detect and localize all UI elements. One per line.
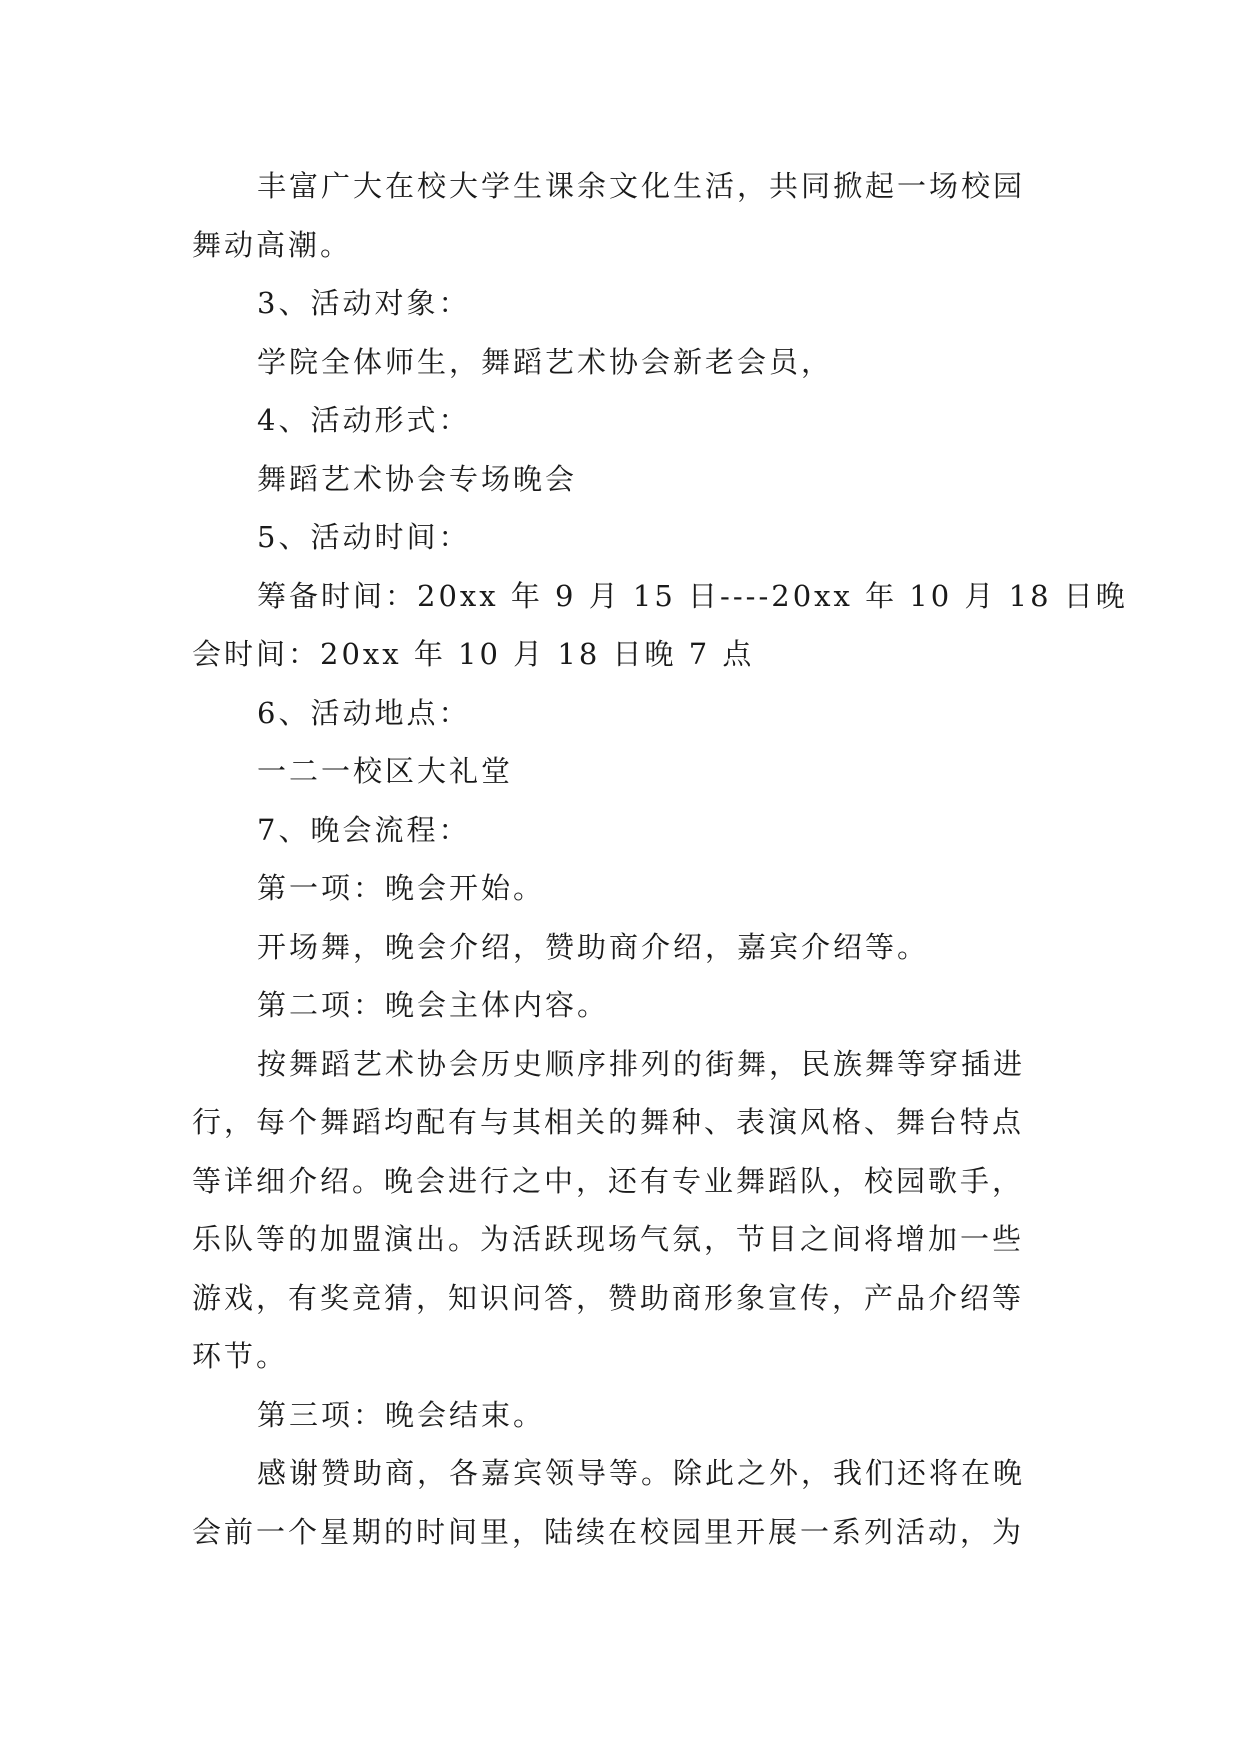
program-item-3: 第三项：晚会结束。 bbox=[257, 1397, 546, 1432]
text-line: 舞蹈艺术协会专场晚会 bbox=[257, 461, 578, 496]
text-line: 按舞蹈艺术协会历史顺序排列的街舞，民族舞等穿插进 bbox=[257, 1046, 1026, 1081]
section-heading-target: 3、活动对象： bbox=[257, 286, 471, 320]
text-line: 乐队等的加盟演出。为活跃现场气氛，节目之间将增加一些 bbox=[192, 1222, 1025, 1256]
text-line: 等详细介绍。晚会进行之中，还有专业舞蹈队，校园歌手， bbox=[192, 1163, 1025, 1198]
text-line: 游戏，有奖竞猜，知识问答，赞助商形象宣传，产品介绍等 bbox=[192, 1280, 1025, 1315]
text-line: 会前一个星期的时间里，陆续在校园里开展一系列活动，为 bbox=[192, 1514, 1025, 1549]
text-line: 筹备时间：20xx 年 9 月 15 日----20xx 年 10 月 18 日晚 bbox=[257, 578, 1128, 613]
section-heading-location: 6、活动地点： bbox=[257, 695, 471, 730]
section-heading-format: 4、活动形式： bbox=[257, 403, 471, 437]
text-line: 会时间：20xx 年 10 月 18 日晚 7 点 bbox=[192, 637, 755, 671]
section-heading-time: 5、活动时间： bbox=[257, 520, 471, 554]
text-line: 行，每个舞蹈均配有与其相关的舞种、表演风格、舞台特点 bbox=[192, 1105, 1025, 1139]
text-line: 环节。 bbox=[192, 1339, 289, 1373]
section-heading-program: 7、晚会流程： bbox=[257, 812, 471, 847]
text-line: 丰富广大在校大学生课余文化生活，共同掀起一场校园 bbox=[257, 169, 1026, 203]
text-line: 开场舞，晚会介绍，赞助商介绍，嘉宾介绍等。 bbox=[257, 929, 930, 964]
program-item-2: 第二项：晚会主体内容。 bbox=[257, 988, 610, 1022]
document-body bbox=[192, 157, 1128, 1561]
program-item-1: 第一项：晚会开始。 bbox=[257, 871, 546, 905]
text-line: 舞动高潮。 bbox=[192, 227, 353, 262]
text-line: 学院全体师生，舞蹈艺术协会新老会员， bbox=[257, 344, 834, 379]
text-line: 一二一校区大礼堂 bbox=[257, 754, 514, 788]
text-line: 感谢赞助商，各嘉宾领导等。除此之外，我们还将在晚 bbox=[257, 1456, 1026, 1490]
